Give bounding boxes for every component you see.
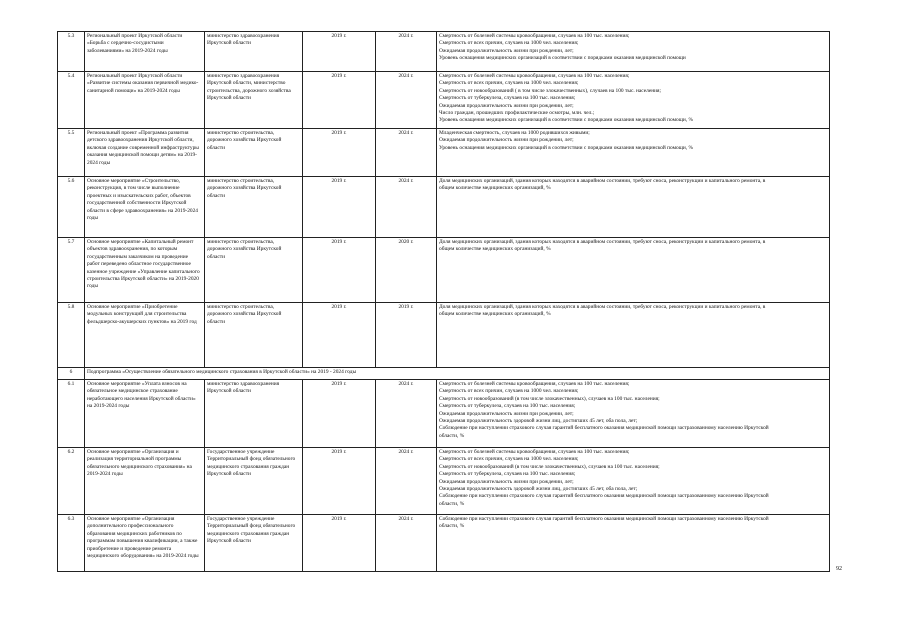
indicator-line: Смертность от новообразований ( в том числе злокачественных), случаев на 100 тыс. населения; (439, 87, 661, 94)
indicator-line: Смертность от туберкулеза, случаев на 100 тыс. населения; (439, 95, 576, 102)
indicator-line: общем количестве медицинских организаций, % (439, 185, 551, 192)
start-year: 2019 г. (303, 177, 376, 238)
measure-name: Основное мероприятие «Организация и реализация территориальной программы обязательного медицинского страхования» на 2019-2024 годы (85, 448, 205, 515)
end-year: 2024 г. (376, 32, 437, 72)
row-number: 5.4 (58, 72, 85, 129)
indicator-line: Ожидаемая продолжительность жизни при рождении, лет; (439, 410, 574, 417)
indicator-line: Доля медицинских организаций, здания которых находятся в аварийном состоянии, требуют сноса, реконструкции и капитального ремонта, в (439, 304, 766, 310)
end-year: 2024 г. (376, 72, 437, 129)
target-indicators (437, 129, 830, 177)
responsible-executor: Государственное учреждение Территориальный фонд обязательного медицинского страхования граждан Иркутской области (205, 515, 303, 572)
indicator-line: Смертность от болезней системы кровообращения, случаев на 100 тыс. населения; (439, 73, 630, 79)
indicator-line: Ожидаемая продолжительность жизни при рождении, лет; (439, 102, 574, 109)
measure-name: Региональный проект Иркутской области «Развитие системы оказания первичной медико-санитарной помощи» на 2019-2024 годы (85, 72, 205, 129)
measure-name: Основное мероприятие «Приобретение модульных конструкций для строительства фельдшерско-акушерских пунктов» на 2019 год (85, 303, 205, 368)
row-number: 6.3 (58, 515, 85, 572)
responsible-executor: министерство строительства, дорожного хозяйства Иркутской области (205, 303, 303, 368)
measure-name: Основное мероприятие «Организация дополнительного профессионального образования медицинских работников по программам повышения квалификации, а также приобретение и проведение ремонта медицинского оборудования» на 2019-2024 годы (85, 515, 205, 572)
end-year: 2024 г. (376, 129, 437, 177)
indicator-line: общем количестве медицинских организаций, % (439, 246, 551, 253)
indicator-line: области, % (439, 523, 465, 530)
table-body-main (58, 32, 830, 368)
table-row (58, 380, 830, 448)
row-number: 6.2 (58, 448, 85, 515)
table-row (58, 32, 830, 72)
indicator-line: области, % (439, 500, 465, 507)
indicator-line: общем количестве медицинских организаций, % (439, 311, 551, 318)
table-row (58, 177, 830, 238)
subprogram-title: Подпрограмма «Осуществление обязательного медицинского страхования в Иркутской области» на 2019 - 2024 годы (85, 368, 830, 380)
table-body-subprogram-items (58, 380, 830, 572)
table-row (58, 448, 830, 515)
table-row (58, 72, 830, 129)
responsible-executor: министерство строительства, дорожного хозяйства Иркутской области (205, 177, 303, 238)
target-indicators (437, 515, 830, 572)
indicator-line: Смертность от туберкулеза, случаев на 100 тыс. населения; (439, 471, 576, 478)
subprogram-row (58, 368, 830, 380)
start-year: 2019 г. (303, 238, 376, 303)
start-year: 2019 г. (303, 72, 376, 129)
indicator-line: Смертность от болезней системы кровообращения, случаев на 100 тыс. населения; (439, 381, 630, 387)
indicator-line: Смертность от всех причин, случаев на 1000 чел. населения; (439, 80, 579, 87)
measure-name: Региональный проект «Программа развития детского здравоохранения Иркутской области, включая создание современной инфраструктуры оказания медицинской помощи детям» на 2019-2024 годы (85, 129, 205, 177)
program-table (57, 31, 830, 572)
measure-name: Основное мероприятие «Уплата взносов на обязательное медицинское страхование неработающего населения Иркутской области» на 2019-2024 годы (85, 380, 205, 448)
table-row (58, 129, 830, 177)
indicator-line: Доля медицинских организаций, здания которых находятся в аварийном состоянии, требуют сноса, реконструкции и капитального ремонта, в (439, 239, 766, 245)
end-year: 2024 г. (376, 448, 437, 515)
end-year: 2019 г. (376, 303, 437, 368)
target-indicators (437, 448, 830, 515)
page-number: 92 (836, 566, 842, 572)
indicator-line: Смертность от туберкулеза, случаев на 100 тыс. населения; (439, 403, 576, 410)
row-number: 5.5 (58, 129, 85, 177)
end-year: 2020 г. (376, 238, 437, 303)
start-year: 2019 г. (303, 448, 376, 515)
indicator-line: Смертность от болезней системы кровообращения, случаев на 100 тыс. населения; (439, 33, 630, 39)
target-indicators (437, 177, 830, 238)
start-year: 2019 г. (303, 380, 376, 448)
row-number: 5.7 (58, 238, 85, 303)
indicator-line: Ожидаемая продолжительность жизни при рождении, лет; (439, 137, 574, 144)
measure-name: Региональный проект Иркутской области «Борьба с сердечно-сосудистыми заболеваниями» на 2019-2024 годы (85, 32, 205, 72)
indicator-line: Соблюдение при наступлении страхового случая гарантий бесплатного оказания медицинской помощи застрахованному населению Иркутской (439, 425, 769, 432)
responsible-executor: министерство строительства, дорожного хозяйства Иркутской области (205, 238, 303, 303)
indicator-line: Смертность от всех причин, случаев на 1000 чел. населения; (439, 456, 579, 463)
responsible-executor: министерство здравоохранения Иркутской области (205, 380, 303, 448)
indicator-line: Доля медицинских организаций, здания которых находятся в аварийном состоянии, требуют сноса, реконструкции и капитального ремонта, в (439, 178, 766, 184)
indicator-line: Младенческая смертность, случаев на 1000 родившихся живыми; (439, 130, 590, 136)
responsible-executor: Государственное учреждение Территориальный фонд обязательного медицинского страхования граждан Иркутской области (205, 448, 303, 515)
end-year: 2024 г. (376, 515, 437, 572)
row-number: 5.8 (58, 303, 85, 368)
indicator-line: Ожидаемая продолжительность жизни при рождении, лет; (439, 478, 574, 485)
indicator-line: Смертность от новообразований (в том числе злокачественных), случаев на 100 тыс. населения; (439, 395, 660, 402)
table-row (58, 515, 830, 572)
document-page (57, 31, 829, 572)
start-year: 2019 г. (303, 303, 376, 368)
indicator-line: Смертность от новообразований (в том числе злокачественных), случаев на 100 тыс. населения; (439, 463, 660, 470)
indicator-line: Число граждан, прошедших профилактические осмотры, млн. чел.; (439, 110, 595, 117)
start-year: 2019 г. (303, 129, 376, 177)
table-body-subprogram (58, 368, 830, 380)
indicator-line: Соблюдение при наступлении страхового случая гарантий бесплатного оказания медицинской помощи застрахованному населению Иркутской (439, 493, 769, 500)
measure-name: Основное мероприятие «Строительство, реконструкция, в том числе выполнение проектных и изыскательских работ, объектов государственной собственности Иркутской области в сфере здравоохранения» на 2019-2024 годы (85, 177, 205, 238)
start-year: 2019 г. (303, 515, 376, 572)
target-indicators (437, 238, 830, 303)
indicator-line: Уровень оснащения медицинских организаций в соответствии с порядками оказания медицинской помощи (439, 55, 686, 62)
target-indicators (437, 303, 830, 368)
row-number: 5.3 (58, 32, 85, 72)
target-indicators (437, 32, 830, 72)
subprogram-number: 6 (58, 368, 85, 380)
measure-name: Основное мероприятие «Капитальный ремонт объектов здравоохранения, по которым государственным заказчиком на проведение работ переведено областное государственное казенное учреждение «Управление капитального строительства Иркутской области» на 2019-2020 годы (85, 238, 205, 303)
end-year: 2024 г. (376, 380, 437, 448)
start-year: 2019 г. (303, 32, 376, 72)
responsible-executor: министерство здравоохранения Иркутской области (205, 32, 303, 72)
indicator-line: Смертность от болезней системы кровообращения, случаев на 100 тыс. населения; (439, 449, 630, 455)
table-row (58, 303, 830, 368)
indicator-line: Соблюдение при наступлении страхового случая гарантий бесплатного оказания медицинской помощи застрахованному населению Иркутской (439, 516, 769, 522)
indicator-line: Ожидаемая продолжительность жизни при рождении, лет; (439, 47, 574, 54)
target-indicators (437, 380, 830, 448)
indicator-line: Ожидаемая продолжительность здоровой жизни лиц, достигших 45 лет, оба пола, лет; (439, 418, 638, 425)
indicator-line: Уровень оснащения медицинских организаций в соответствии с порядками оказания медицинской помощи, % (439, 117, 693, 124)
responsible-executor: министерство строительства, дорожного хозяйства Иркутской области (205, 129, 303, 177)
indicator-line: Смертность от всех причин, случаев на 1000 чел. населения; (439, 388, 579, 395)
indicator-line: Ожидаемая продолжительность здоровой жизни лиц, достигших 45 лет, оба пола, лет; (439, 486, 638, 493)
indicator-line: Уровень оснащения медицинских организаций в соответствии с порядками оказания медицинской помощи, % (439, 144, 693, 151)
target-indicators (437, 72, 830, 129)
indicator-line: Смертность от всех причин, случаев на 1000 чел. населения; (439, 40, 579, 47)
table-row (58, 238, 830, 303)
responsible-executor: министерство здравоохранения Иркутской области, министерство строительства, дорожного хозяйства Иркутской области (205, 72, 303, 129)
end-year: 2024 г. (376, 177, 437, 238)
row-number: 5.6 (58, 177, 85, 238)
indicator-line: области, % (439, 432, 465, 439)
row-number: 6.1 (58, 380, 85, 448)
